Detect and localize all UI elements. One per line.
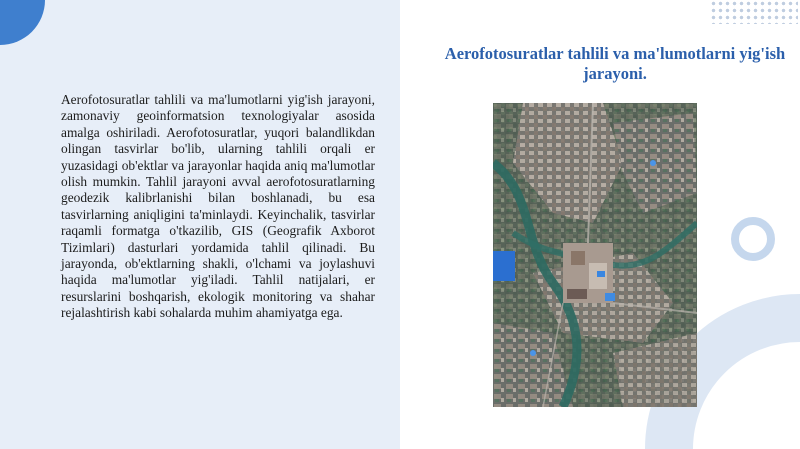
- corner-circle-decoration: [0, 0, 45, 45]
- aerial-photo: [493, 103, 697, 407]
- dot-grid-decoration: [710, 0, 798, 24]
- ring-decoration: [731, 217, 775, 261]
- right-panel: [400, 0, 800, 449]
- slide-title: Aerofotosuratlar tahlili va ma'lumotlarni yig'ish jarayoni.: [444, 44, 786, 83]
- body-text: Aerofotosuratlar tahlili va ma'lumotlarni yig'ish jarayoni, zamonaviy geoinformatsion texnologiyalar asosida amalga oshiriladi. Aerofotosuratlar, yuqori balandlikdan olingan tasvirlar bo'lib, ularning tahlili orqali er yuzasidagi ob'ektlar va jarayonlar haqida aniq ma'lumotlar olish mumkin. Tahlil jarayoni avval aerofotosuratlarning geodezik kalibrlanishi bilan boshlanadi, bu esa tasvirlarning aniqligini ta'minlaydi. Keyinchalik, tasvirlar raqamli formatga o'tkazilib, GIS (Geografik Axborot Tizimlari) dasturlari yordamida tahlil qilinadi. Bu jarayonda, ob'ektlarning shakli, o'lchami va joylashuvi haqida ma'lumotlar yig'iladi. Tahlil natijalari, er resurslarini boshqarish, ekologik monitoring va shahar rejalashtirish kabi sohalarda muhim ahamiyatga ega.: [61, 92, 375, 321]
